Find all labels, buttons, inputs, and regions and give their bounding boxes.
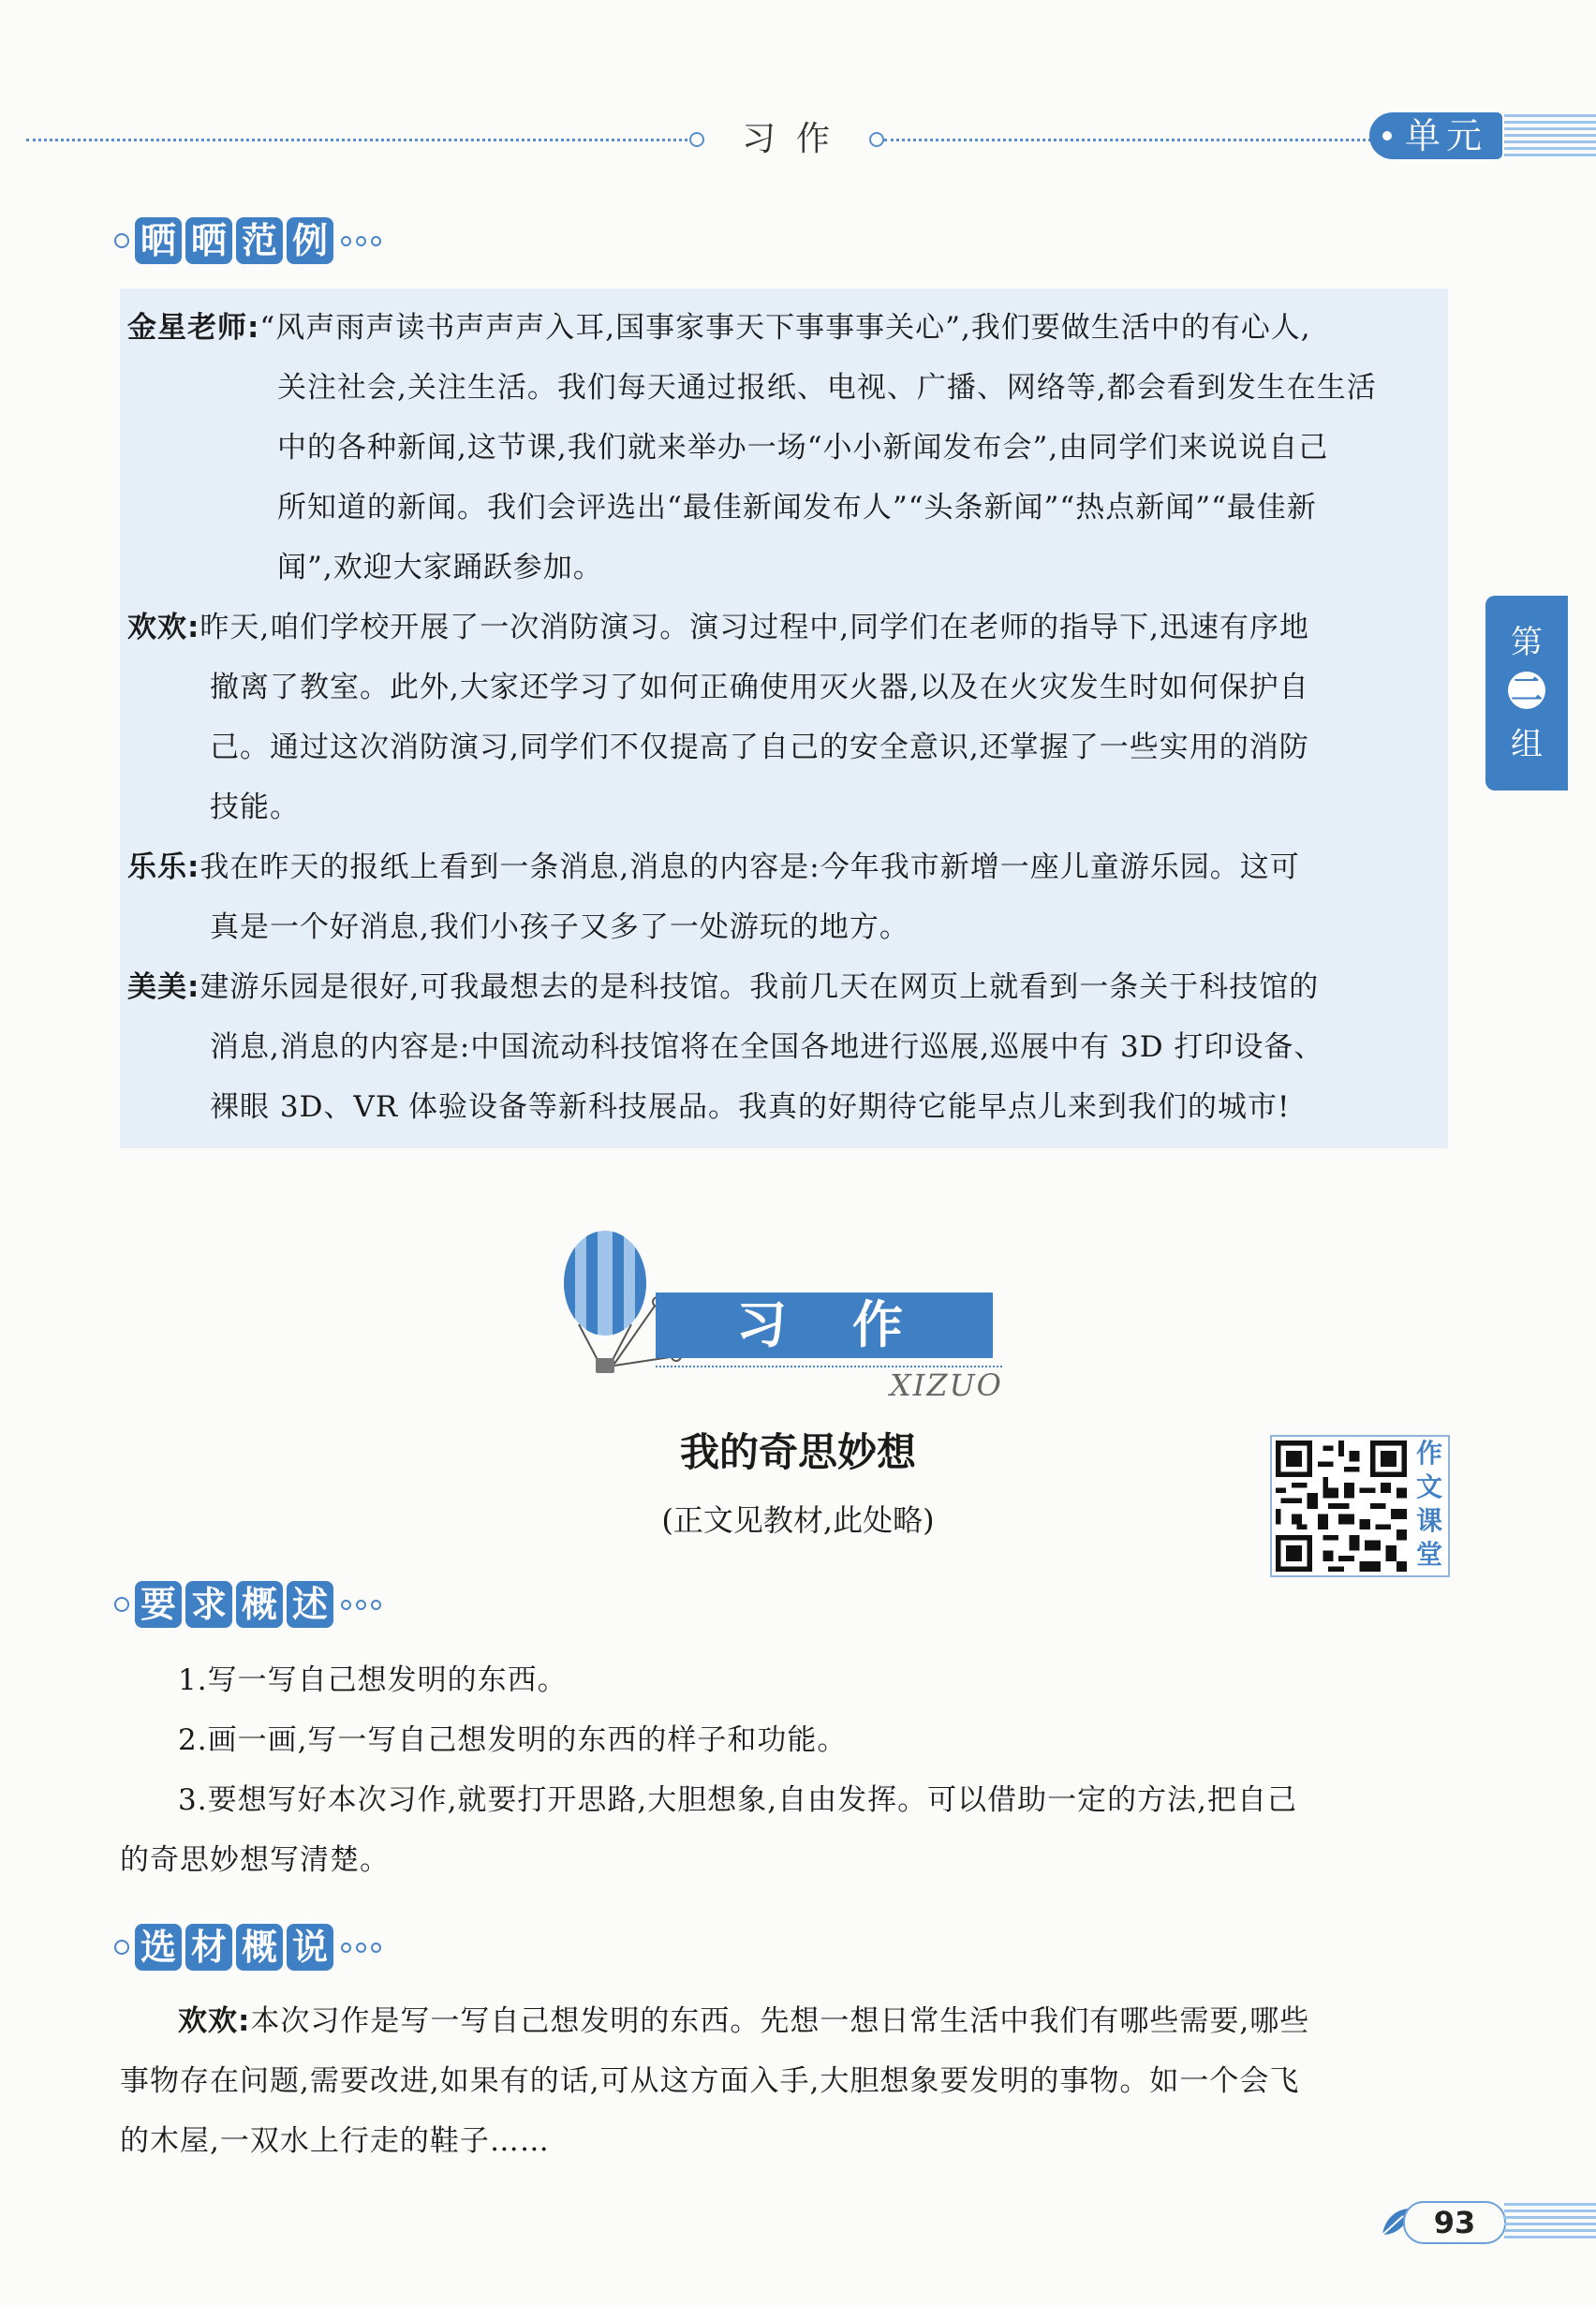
composition-note: (正文见教材,此处略) (661, 1502, 935, 1538)
qr-code-card[interactable] (1270, 1435, 1450, 1577)
side-tab-prefix: 第 (1511, 624, 1543, 661)
header-ring-left (689, 132, 704, 147)
materials-line: 本次习作是写一写自己想发明的东西。先想一想日常生活中我们有哪些需要,哪些 (250, 2004, 1310, 2038)
materials-line: 事物存在问题,需要改进,如果有的话,可从这方面入手,大胆想象要发明的事物。如一个会飞 (120, 2064, 1300, 2098)
requirement-item: 2.画一画,写一写自己想发明的东西的样子和功能。 (178, 1723, 848, 1757)
qr-label-char: 文 (1415, 1471, 1442, 1502)
side-tab-group (1485, 596, 1568, 790)
header-dotted-line-left (26, 139, 693, 141)
example-huanhuan (127, 598, 1309, 837)
example-line: 己。通过这次消防演习,同学们不仅提高了自己的安全意识,还掌握了一些实用的消防 (210, 731, 1309, 764)
ring-icon (114, 233, 129, 248)
materials-line: 的木屋,一双水上行走的鞋子…… (120, 2124, 550, 2158)
example-meimei (127, 957, 1323, 1137)
example-line: 我在昨天的报纸上看到一条消息,消息的内容是:今年我市新增一座儿童游乐园。这可 (200, 850, 1300, 884)
trail-dots (341, 1600, 381, 1610)
example-line: 裸眼 3D、VR 体验设备等新科技展品。我真的好期待它能早点儿来到我们的城市! (210, 1090, 1291, 1124)
speaker-name: 乐乐: (127, 850, 200, 884)
requirement-item: 3.要想写好本次习作,就要打开思路,大胆想象,自由发挥。可以借助一定的方法,把自己 (178, 1783, 1297, 1817)
heading-char: 概 (236, 1924, 283, 1971)
example-line: 关注社会,关注生活。我们每天通过报纸、电视、广播、网络等,都会看到发生在生活 (277, 371, 1377, 405)
speaker-name: 欢欢: (127, 611, 200, 644)
materials-paragraph (120, 1991, 1478, 2171)
qr-label-char: 课 (1415, 1505, 1442, 1536)
example-line: 中的各种新闻,这节课,我们就来举办一场“小小新闻发布会”,由同学们来说说自己 (277, 431, 1329, 465)
badge-dot-icon (1382, 131, 1392, 140)
example-line: “风声雨声读书声声声入耳,国事家事天下事事事关心”,我们要做生活中的有心人, (259, 311, 1311, 345)
composition-title: 我的奇思妙想 (679, 1429, 916, 1475)
page-number: 93 (1403, 2201, 1506, 2244)
section-heading-materials (114, 1924, 381, 1971)
header-title: 习作 (741, 120, 850, 158)
qr-label-char: 堂 (1415, 1539, 1442, 1570)
heading-char: 概 (236, 1581, 283, 1628)
ring-icon (114, 1597, 129, 1612)
requirement-item: 1.写一写自己想发明的东西。 (178, 1663, 568, 1697)
qr-label (1411, 1437, 1448, 1575)
ring-icon (114, 1940, 129, 1955)
heading-char: 晒 (135, 217, 182, 264)
example-line: 真是一个好消息,我们小孩子又多了一处游玩的地方。 (210, 910, 909, 944)
side-tab-suffix: 组 (1511, 726, 1543, 763)
example-line: 闻”,欢迎大家踊跃参加。 (277, 551, 603, 584)
example-line: 所知道的新闻。我们会评选出“最佳新闻发布人”“头条新闻”“热点新闻”“最佳新 (277, 491, 1317, 525)
heading-char: 要 (135, 1581, 182, 1628)
header-stripes (1504, 114, 1596, 157)
heading-char: 选 (135, 1924, 182, 1971)
example-line: 撤离了教室。此外,大家还学习了如何正确使用灭火器,以及在火灾发生时如何保护自 (210, 671, 1309, 704)
side-tab-number: 二 (1508, 672, 1545, 709)
section-heading-requirements (114, 1581, 381, 1628)
qr-code-icon[interactable] (1276, 1441, 1407, 1572)
heading-char: 求 (185, 1581, 232, 1628)
example-line: 消息,消息的内容是:中国流动科技馆将在全国各地进行巡展,巡展中有 3D 打印设备、 (210, 1030, 1324, 1064)
header-ring-right (869, 132, 884, 147)
trail-dots (341, 1943, 381, 1953)
heading-char: 材 (185, 1924, 232, 1971)
requirements-list (120, 1650, 1478, 1890)
composition-section-title: 习作 (656, 1293, 993, 1358)
requirement-item: 的奇思妙想写清楚。 (120, 1843, 390, 1877)
unit-badge-label: 单元 (1405, 115, 1488, 156)
heading-char: 范 (236, 217, 283, 264)
heading-char: 述 (287, 1581, 333, 1628)
example-lele (127, 837, 1300, 957)
speaker-name: 欢欢: (178, 2004, 251, 2038)
composition-pinyin: XIZUO (890, 1367, 1003, 1403)
qr-label-char: 作 (1415, 1438, 1442, 1469)
section-heading-examples (114, 217, 381, 264)
trail-dots (341, 236, 381, 246)
footer-stripes (1504, 2203, 1596, 2240)
header-dotted-line-right (884, 139, 1371, 141)
speaker-name: 金星老师: (127, 311, 260, 345)
speaker-name: 美美: (127, 970, 200, 1004)
example-line: 技能。 (210, 790, 300, 824)
example-teacher (127, 298, 1377, 598)
heading-char: 晒 (185, 217, 232, 264)
unit-badge (1369, 112, 1502, 159)
example-line: 昨天,咱们学校开展了一次消防演习。演习过程中,同学们在老师的指导下,迅速有序地 (200, 611, 1309, 644)
heading-char: 说 (287, 1924, 333, 1971)
example-line: 建游乐园是很好,可我最想去的是科技馆。我前几天在网页上就看到一条关于科技馆的 (200, 970, 1320, 1004)
heading-char: 例 (287, 217, 333, 264)
